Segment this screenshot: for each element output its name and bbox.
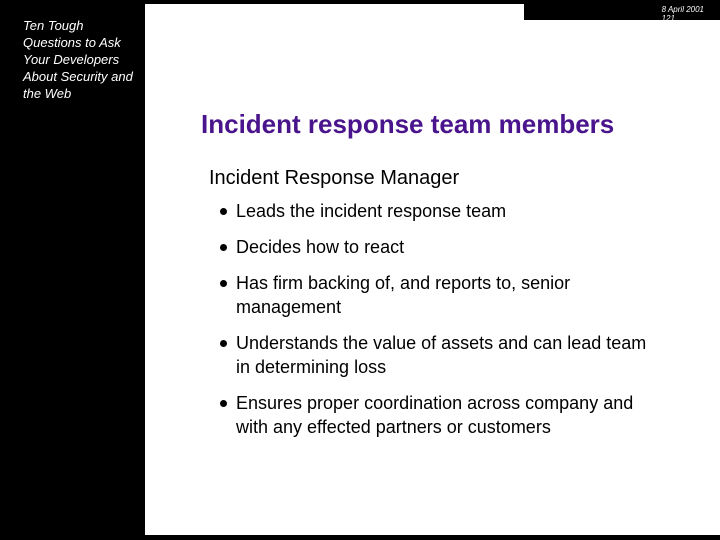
bullet-list [218,199,658,451]
slide-date: 8 April 2001 [661,5,704,14]
bullet-text: Leads the incident response team [236,201,507,221]
bullet-dot-icon [220,244,227,251]
slide-title: Incident response team members [201,109,615,139]
bullet-text: Has firm backing of, and reports to, senior management [236,273,571,317]
section-heading: Incident Response Manager [209,167,460,189]
presentation-title: Ten Tough Questions to Ask Your Developers About Security and the Web [23,18,133,101]
bullet-dot-icon [220,208,227,215]
bullet-item [218,271,658,319]
bullet-item [218,391,658,439]
bullet-text: Understands the value of assets and can lead team in determining loss [236,333,647,377]
bullet-text: Ensures proper coordination across company and with any effected partners or customers [236,393,634,437]
bullet-dot-icon [220,280,227,287]
slide-page-number: 121 [661,14,675,23]
bullet-item [218,199,658,223]
bullet-item [218,331,658,379]
bullet-text: Decides how to react [236,237,405,257]
bullet-dot-icon [220,400,227,407]
slide-header-bar [524,0,720,23]
bullet-item [218,235,658,259]
slide-date-page [662,5,704,23]
bullet-dot-icon [220,340,227,347]
